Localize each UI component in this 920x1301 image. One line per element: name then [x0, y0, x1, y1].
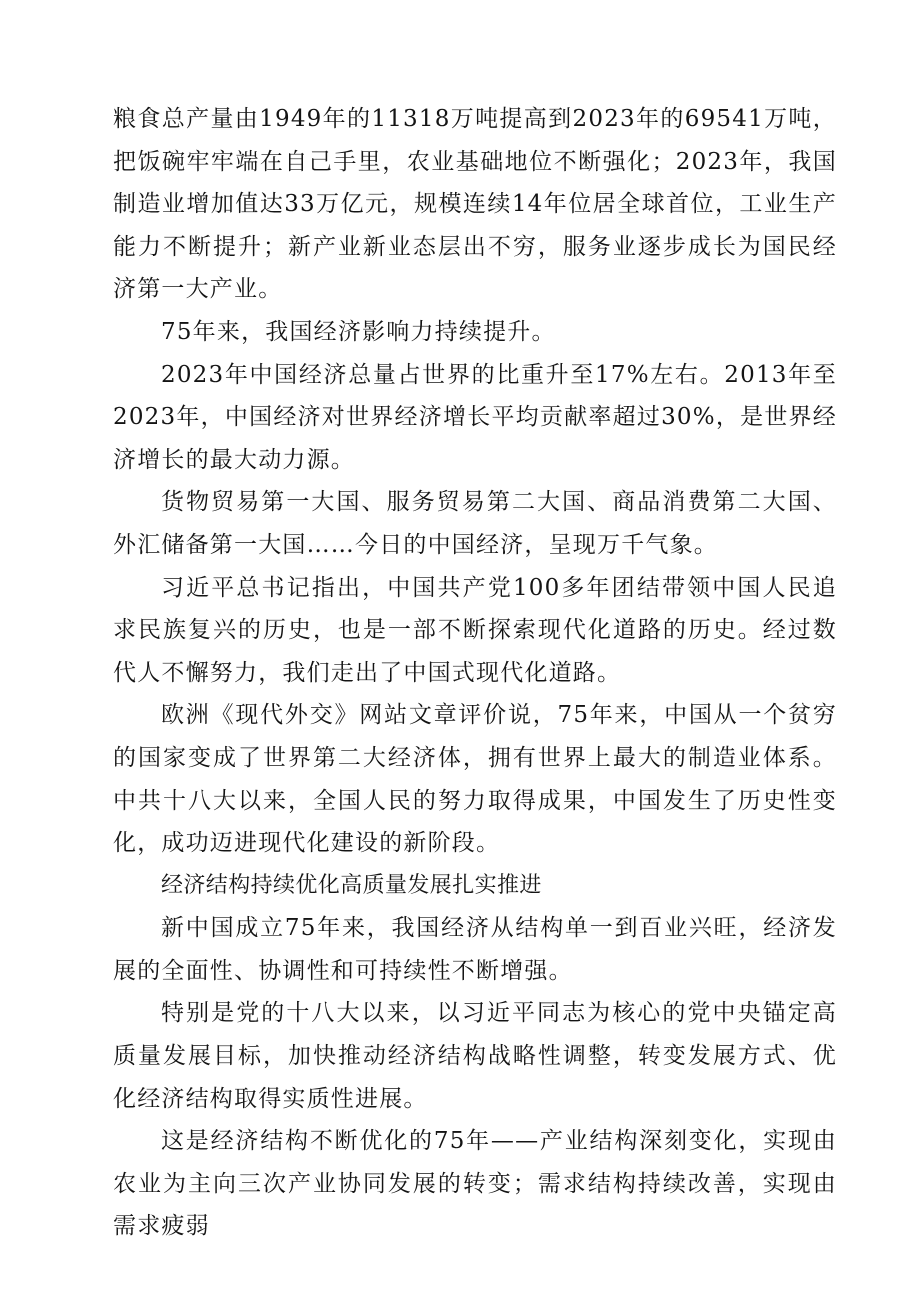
article-body — [113, 98, 837, 1248]
section-heading: 经济结构持续优化高质量发展扎实推进 — [161, 872, 542, 898]
paragraph-modern-diplomacy: 欧洲《现代外交》网站文章评价说，75年来，中国从一个贫穷的国家变成了世界第二大经济体，拥有世界上最大的制造业体系。中共十八大以来，全国人民的努力取得成果，中国发生了历史性变化，成功迈进现代化建设的新阶段。 — [113, 702, 837, 857]
paragraph-xi-quote: 习近平总书记指出，中国共产党100多年团结带领中国人民追求民族复兴的历史，也是一部不断探索现代化道路的历史。经过数代人不懈努力，我们走出了中国式现代化道路。 — [113, 574, 837, 686]
paragraph-economic-influence: 75年来，我国经济影响力持续提升。 — [161, 318, 556, 345]
paragraph-high-quality-development: 特别是党的十八大以来，以习近平同志为核心的党中央锚定高质量发展目标，加快推动经济结构战略性调整，转变发展方式、优化经济结构取得实质性进展。 — [113, 1000, 837, 1112]
paragraph-world-share: 2023年中国经济总量占世界的比重升至17%左右。2013年至2023年，中国经济对世界经济增长平均贡献率超过30%，是世界经济增长的最大动力源。 — [113, 361, 837, 473]
paragraph-structure-75-years: 新中国成立75年来，我国经济从结构单一到百业兴旺，经济发展的全面性、协调性和可持续性不断增强。 — [113, 915, 837, 984]
paragraph-grain-industry: 粮食总产量由1949年的11318万吨提高到2023年的69541万吨，把饭碗牢牢端在自己手里，农业基础地位不断强化；2023年，我国制造业增加值达33万亿元，规模连续14年位居全球首位，工业生产能力不断提升；新产业新业态层出不穷，服务业逐步成长为国民经济第一大产业。 — [113, 106, 837, 303]
paragraph-trade-rankings: 货物贸易第一大国、服务贸易第二大国、商品消费第二大国、外汇储备第一大国……今日的中国经济，呈现万千气象。 — [113, 489, 837, 558]
paragraph-structure-optimization: 这是经济结构不断优化的75年——产业结构深刻变化，实现由农业为主向三次产业协同发展的转变；需求结构持续改善，实现由需求疲弱 — [113, 1128, 837, 1240]
